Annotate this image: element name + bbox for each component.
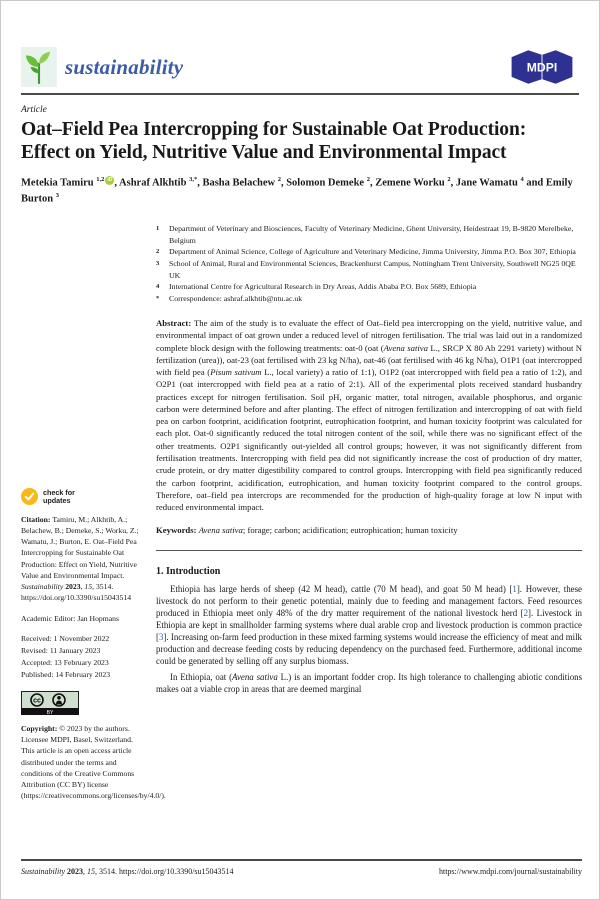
text-run: 2: [277, 176, 281, 183]
received-date: Received: 1 November 2022: [21, 634, 110, 644]
text-run: 3: [55, 192, 59, 200]
footer-citation: [21, 867, 234, 876]
text-run: 4: [520, 176, 524, 183]
header-divider: [21, 93, 579, 95]
text-run: Keywords:: [156, 525, 199, 536]
text-run: Tamiru, M.; Alkhtib, A.; Belachew, B.; Demeke, S.; Worku, Z.; Wamatu, J.; Burton, E. Oat–Field Pea Intercropping for Sustainable Oat Production: Effect on Yield, Nutritive Value and Environmental Impact.: [21, 515, 139, 580]
cc-by-license-icon[interactable]: [21, 691, 79, 715]
affiliation-text: International Centre for Agricultural Research in Dry Areas, Addis Ababa P.O. Box 5689, Ethiopia: [169, 282, 477, 292]
text-run: , 3514.: [95, 867, 119, 876]
text-run: , Ashraf Alkhtib: [114, 177, 190, 189]
keywords-line: [156, 524, 582, 536]
svg-text:MDPI: MDPI: [526, 60, 558, 75]
svg-text:BY: BY: [46, 710, 54, 716]
text-run: Copyright:: [21, 724, 60, 734]
text-run: ; forage; carbon; acidification; eutrophication; human toxicity: [242, 525, 458, 536]
authors-line: [21, 175, 579, 207]
main-column: [156, 223, 582, 695]
text-run: , Solomon Demeke: [280, 177, 367, 189]
text-run: ,: [80, 581, 85, 591]
text-run: L., local variety) a ratio of 1:1), O1P2 (oat intercropped with field pea a ratio of 1:2), and O2P1 (oat intercropped with field pea at a ratio of 2:1). All of the experimental plots received standard husbandry practices except for nitrogen fertilisation. Soil pH, organic matter, total nitrogen, available phosphorus, and organic carbon were determined before and after planting. The effect of nitrogen fertilization and intercropping of oat with field pea on carbon footprint, acidification footprint, eutrophication footprint, and human toxicity footprint was calculated for each plot. Oat-0 significantly reduced the total nitrogen content of the soil, while there was no significant effect of the other treatments. O2P1 significantly out-yielded all control groups; however, it was not significantly different from fertilisation treatments. Intercropping with field pea did not significantly increase the cost of production of dry matter, crude protein, or dry matter digestibility compared to control groups. Intercropping with field pea significantly reduced the carbon footprint, acidification, eutrophication, and human toxicity footprint compared to the control groups. Therefore, oat–field pea intercrops are recommended for the production of high-quality forage at low N input with reduced environmental impact.: [156, 367, 582, 513]
text-run: 3,*: [189, 176, 198, 183]
copyright-block: [21, 723, 166, 801]
text-run: 2: [447, 176, 451, 183]
text-run: Avena sativa: [383, 342, 428, 353]
affiliation-item: [156, 258, 582, 281]
check-for-updates-badge[interactable]: [21, 488, 145, 505]
accepted-date: Accepted: 13 February 2023: [21, 658, 109, 668]
affiliation-item: [156, 246, 582, 258]
check-icon: [21, 488, 38, 505]
text-run: Sustainability: [21, 581, 66, 591]
paper-title: Oat–Field Pea Intercropping for Sustainable Oat Production: Effect on Yield, Nutritive Value and Environmental Impact: [21, 119, 527, 163]
text-run: ).: [161, 791, 166, 801]
text-run: 1,2: [96, 176, 105, 183]
page-footer: [21, 867, 582, 876]
text-run: , Jane Wamatu: [450, 177, 521, 189]
plant-logo-icon: [21, 47, 57, 87]
keywords-divider: [156, 550, 582, 551]
text-run: The aim of the study is to evaluate the effect of Oat–field pea intercropping on the yield, nutritive value, and environmental impact of oat grown under a reduced level of nitrogen fertilisation. The trial was laid out in a randomized complete block design with the following treatments: oat-0 (oat (: [156, 318, 582, 353]
text-run: and Emily Burton: [21, 177, 573, 205]
check-for-updates-line2: updates: [43, 495, 71, 505]
journal-header: [21, 47, 579, 87]
check-for-updates-label: [43, 489, 75, 505]
text-run: Citation:: [21, 515, 53, 524]
orcid-icon[interactable]: iD: [107, 177, 113, 183]
affiliations-list: [156, 223, 582, 304]
published-date: Published: 14 February 2023: [21, 670, 111, 680]
text-run: ]. Livestock in Ethiopia are kept in smallholder farming systems where dual arable crop and livestock production is common practice [: [156, 607, 582, 642]
text-run: ,: [83, 867, 87, 876]
footer-journal-url[interactable]: https://www.mdpi.com/journal/sustainability: [438, 867, 582, 876]
affiliation-item: [156, 281, 582, 293]
citation-ref-3[interactable]: 3: [158, 631, 164, 642]
citation-ref-2[interactable]: 2: [523, 607, 529, 618]
text-run: Avena sativa: [198, 525, 243, 536]
text-run: Avena sativa: [232, 672, 278, 683]
affiliation-item-correspondence: [156, 293, 582, 305]
abstract-paragraph: [156, 317, 582, 513]
text-run: L., SRCP X 80 Ab 2291 variety) without N fertilization (urea)), oat-23 (oat fertilised with 23 kg N/ha), oat-46 (oat fertilised with 46 kg N/ha), O1P1 (oat intercropped with field pea (: [156, 342, 583, 378]
affiliation-text: Department of Animal Science, College of Agriculture and Veterinary Medicine, Jimma University, Jimma P.O. Box 307, Ethiopia: [169, 247, 576, 257]
license-link[interactable]: https://creativecommons.org/licenses/by/4.0/: [23, 791, 162, 801]
text-run: L.) is an important fodder crop. Its high tolerance to challenging abiotic conditions makes oat a viable crop in areas that are deemed marginal: [156, 672, 583, 695]
text-run: In Ethiopia, oat (: [170, 672, 233, 683]
text-run: Metekia Tamiru: [21, 177, 97, 189]
text-run: 2023: [67, 867, 83, 876]
affiliation-number: 1: [156, 225, 160, 233]
citation-ref-1[interactable]: 1: [512, 583, 517, 594]
affiliation-number: *: [156, 294, 160, 302]
academic-editor-line: Academic Editor: Jan Hopmans: [21, 614, 119, 624]
text-run: 2023: [65, 581, 81, 591]
footer-divider: [21, 859, 582, 861]
affiliation-number: 4: [156, 283, 160, 291]
text-run: Abstract:: [156, 318, 194, 329]
affiliation-number: 2: [156, 248, 160, 256]
affiliation-text: School of Animal, Rural and Environmental Sciences, Brackenhurst Campus, Nottingham Trent University, Southwell NG25 0QE UK: [169, 258, 576, 280]
text-run: 15: [87, 867, 95, 876]
history-dates: [21, 633, 145, 681]
check-for-updates-line1: check for: [43, 487, 75, 497]
text-run: , Basha Belachew: [197, 177, 278, 189]
intro-paragraph-1: [156, 583, 582, 668]
correspondence-text[interactable]: Correspondence: ashraf.alkhtib@ntu.ac.uk: [169, 293, 303, 303]
affiliation-item: [156, 223, 582, 246]
text-run: ]. However, these livestock do not perform to their genetic potential, mainly due to feeding and management factors. Feed resources produced in Ethiopia meet only 48% of the dry matter requirement of the national livestock herd [: [156, 583, 582, 618]
article-type-label: Article: [21, 105, 47, 115]
text-run: Ethiopia has large herds of sheep (42 M head), cattle (70 M head), and goat 50 M head) [: [170, 583, 513, 594]
text-run: © 2023 by the authors. Licensee MDPI, Basel, Switzerland. This article is an open access article distributed under the terms and conditions of the Creative Commons Attribution (CC BY) license (: [21, 724, 135, 801]
text-run: , Zemene Worku: [369, 177, 448, 189]
mdpi-logo[interactable]: [505, 48, 579, 86]
text-run: 15: [84, 581, 93, 591]
section-heading-introduction: 1. Introduction: [156, 565, 221, 577]
text-run: ]. Increasing on-farm feed production in these mixed farming systems would increase the efficiency of meat and milk production and decrease feeding costs by reducing dependency on the purchased feed. Furthermore, additional income could be generated by selling off any surplus biomass.: [156, 631, 582, 667]
text-run: , 3514.: [92, 581, 114, 591]
revised-date: Revised: 11 January 2023: [21, 646, 101, 656]
footer-doi-link[interactable]: https://doi.org/10.3390/su15043514: [119, 867, 234, 876]
text-run: Sustainability: [21, 867, 67, 876]
text-run: 2: [366, 176, 370, 183]
doi-link[interactable]: https://doi.org/10.3390/su15043514: [21, 593, 132, 603]
journal-brand[interactable]: [21, 47, 183, 87]
sidebar-metadata: [21, 487, 166, 801]
journal-name: sustainability: [65, 54, 184, 79]
svg-text:cc: cc: [33, 697, 41, 705]
affiliation-number: 3: [156, 259, 160, 267]
affiliation-text: Department of Veterinary and Biosciences, Faculty of Veterinary Medicine, Ghent University, Heidestraat 19, B-9820 Merelbeke, Belgium: [169, 224, 574, 245]
text-run: Pisum sativum: [210, 367, 262, 378]
citation-block: [21, 514, 145, 603]
intro-paragraph-2: [156, 671, 582, 695]
